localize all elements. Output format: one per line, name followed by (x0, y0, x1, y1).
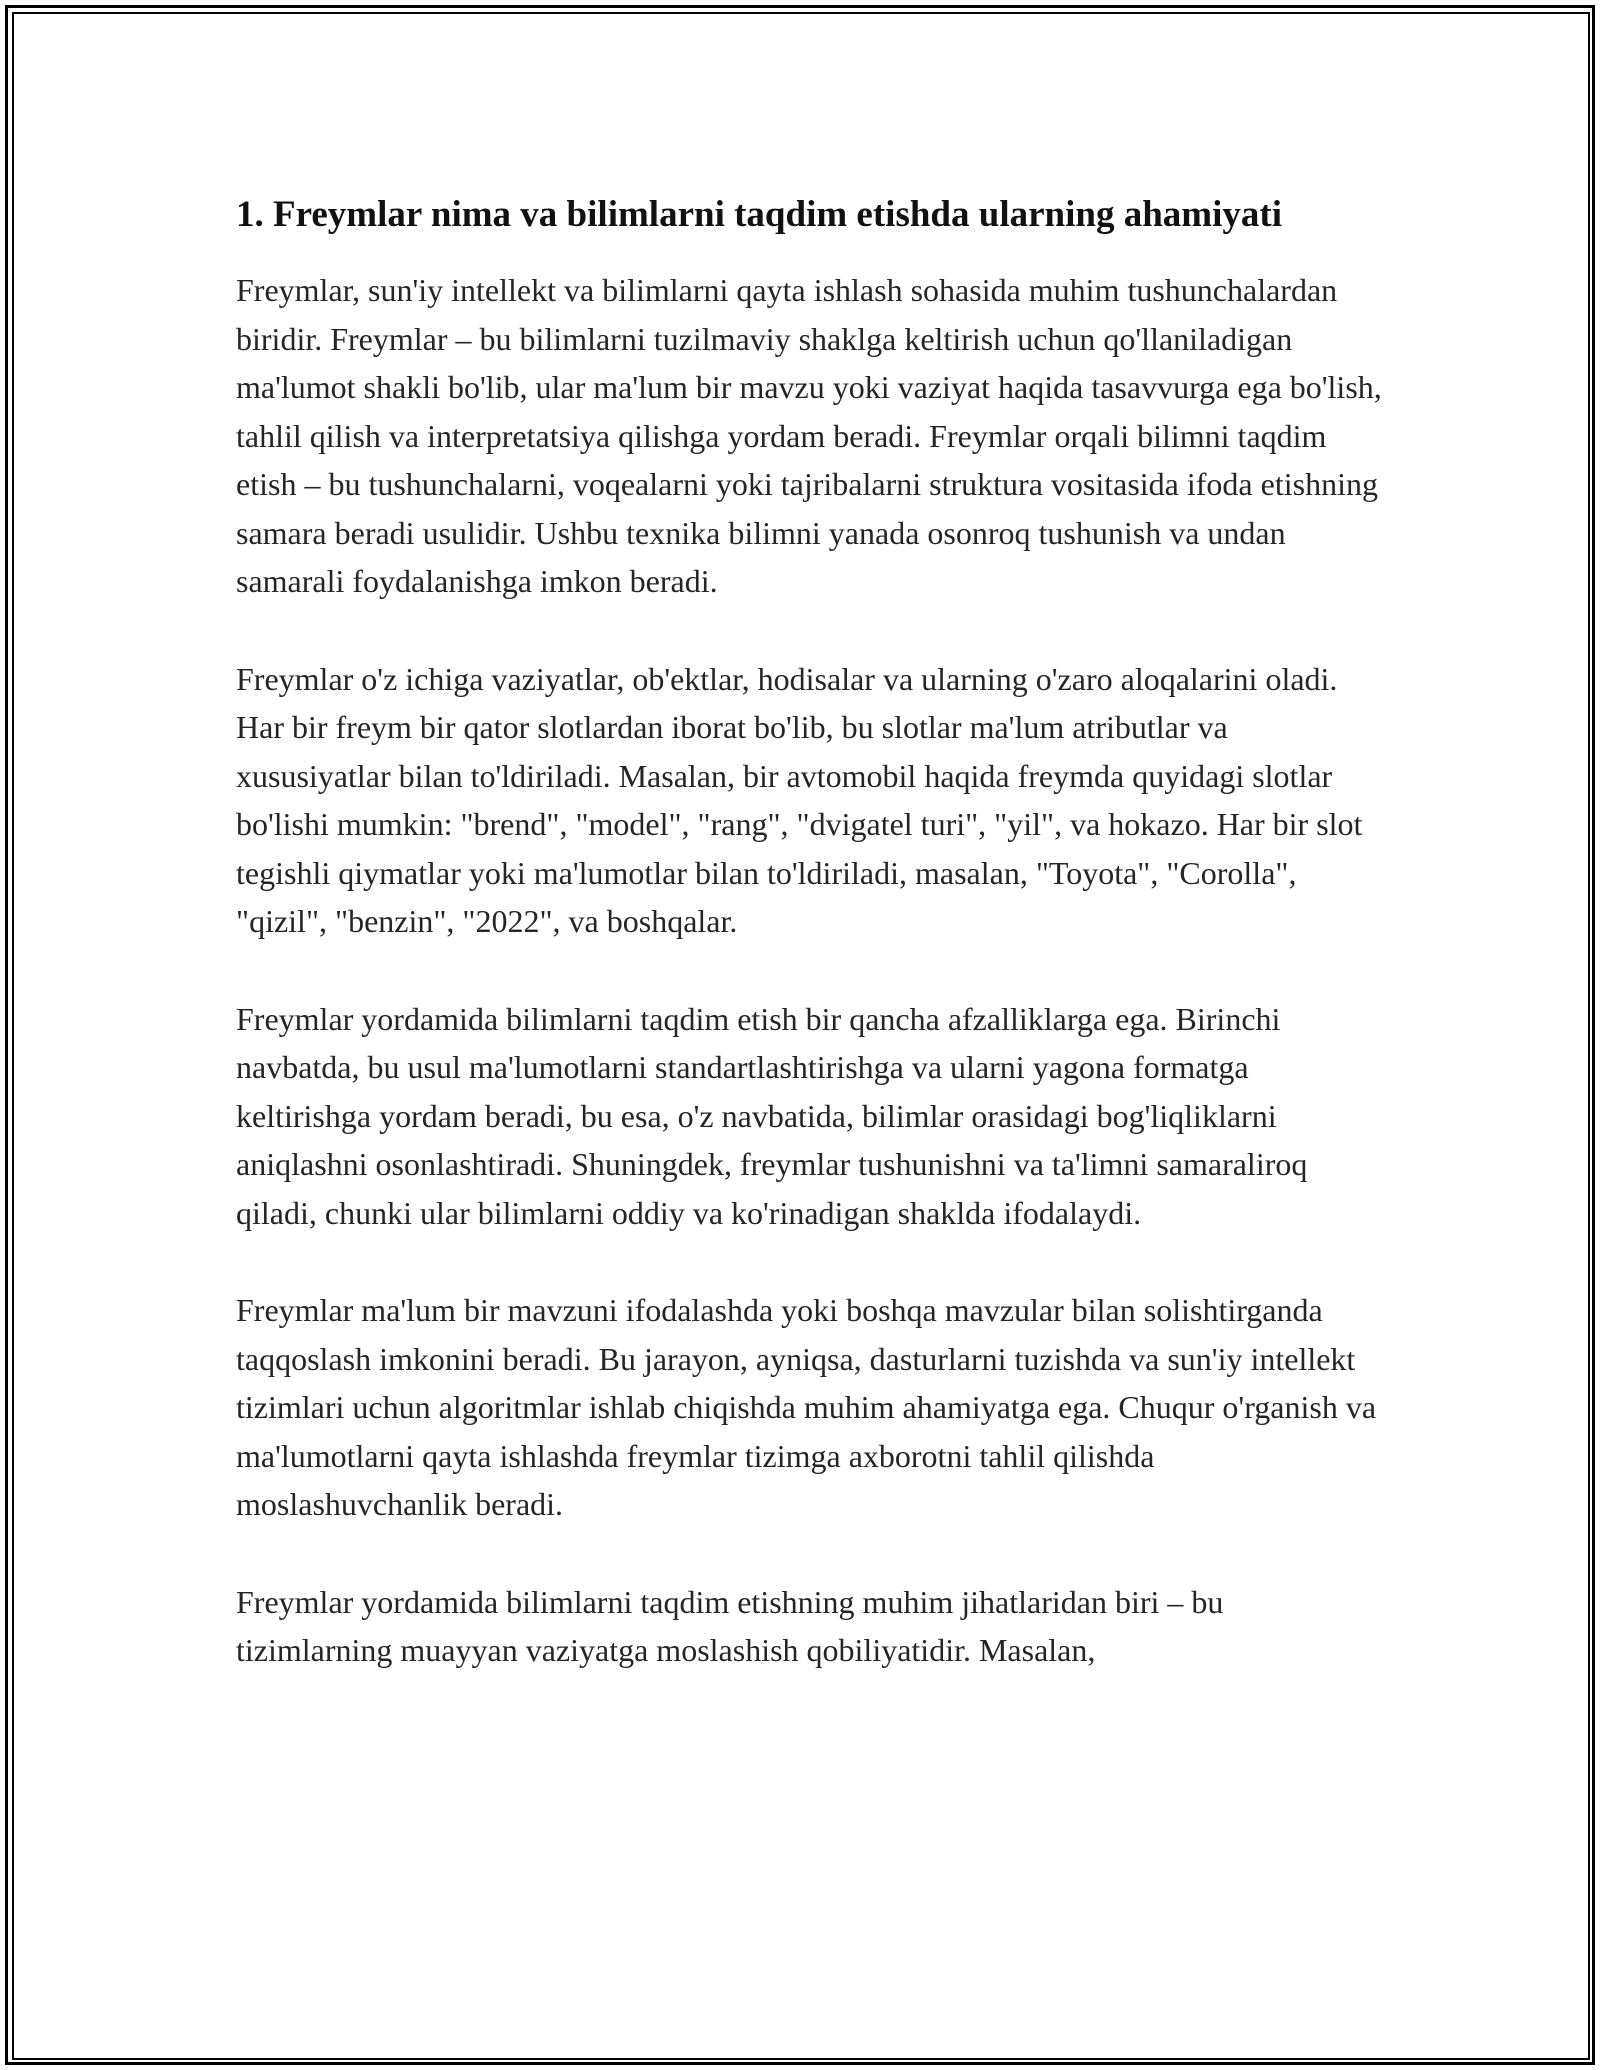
paragraph-5: Freymlar yordamida bilimlarni taqdim etishning muhim jihatlaridan biri – bu tizimlarning muayyan vaziyatga moslashish qobiliyatidir. Masalan, (236, 1583, 1224, 1668)
document-body (236, 187, 1386, 1675)
page-title: 1. Freymlar nima va bilimlarni taqdim etishda ularning ahamiyati (236, 194, 1283, 235)
paragraph-2: Freymlar o'z ichiga vaziyatlar, ob'ektlar, hodisalar va ularning o'zaro aloqalarini oladi. Har bir freym bir qator slotlardan iborat bo'lib, bu slotlar ma'lum atributlar va xususiyatlar bilan to'ldiriladi. Masalan, bir avtomobil haqida freymda quyidagi slotlar bo'lishi mumkin: "brend", "model", "rang", "dvigatel turi", "yil", va hokazo. Har bir slot tegishli qiymatlar yoki ma'lumotlar bilan to'ldiriladi, masalan, "Toyota", "Corolla", "qizil", "benzin", "2022", va boshqalar. (236, 660, 1363, 939)
paragraph-4: Freymlar ma'lum bir mavzuni ifodalashda yoki boshqa mavzular bilan solishtirganda taqqoslash imkonini beradi. Bu jarayon, ayniqsa, dasturlarni tuzishda va sun'iy intellekt tizimlari uchun algoritmlar ishlab chiqishda muhim ahamiyatga ega. Chuqur o'rganish va ma'lumotlarni qayta ishlashda freymlar tizimga axborotni tahlil qilishda moslashuvchanlik beradi. (236, 1292, 1377, 1522)
paragraph-3: Freymlar yordamida bilimlarni taqdim etish bir qancha afzalliklarga ega. Birinchi navbatda, bu usul ma'lumotlarni standartlashtirishga va ularni yagona formatga keltirishga yordam beradi, bu esa, o'z navbatida, bilimlar orasidagi bog'liqliklarni aniqlashni osonlashtiradi. Shuningdek, freymlar tushunishni va ta'limni samaraliroq qiladi, chunki ular bilimlarni oddiy va ko'rinadigan shaklda ifodalaydi. (236, 1000, 1308, 1231)
paragraph-1: Freymlar, sun'iy intellekt va bilimlarni qayta ishlash sohasida muhim tushunchalardan biridir. Freymlar – bu bilimlarni tuzilmaviy shaklga keltirish uchun qo'llaniladigan ma'lumot shakli bo'lib, ular ma'lum bir mavzu yoki vaziyat haqida tasavvurga ega bo'lish, tahlil qilish va interpretatsiya qilishga yordam beradi. Freymlar orqali bilimni taqdim etish – bu tushunchalarni, voqealarni yoki tajribalarni struktura vositasida ifoda etishning samara beradi usulidir. Ushbu texnika bilimni yanada osonroq tushunish va undan samarali foydalanishga imkon beradi. (236, 272, 1382, 599)
